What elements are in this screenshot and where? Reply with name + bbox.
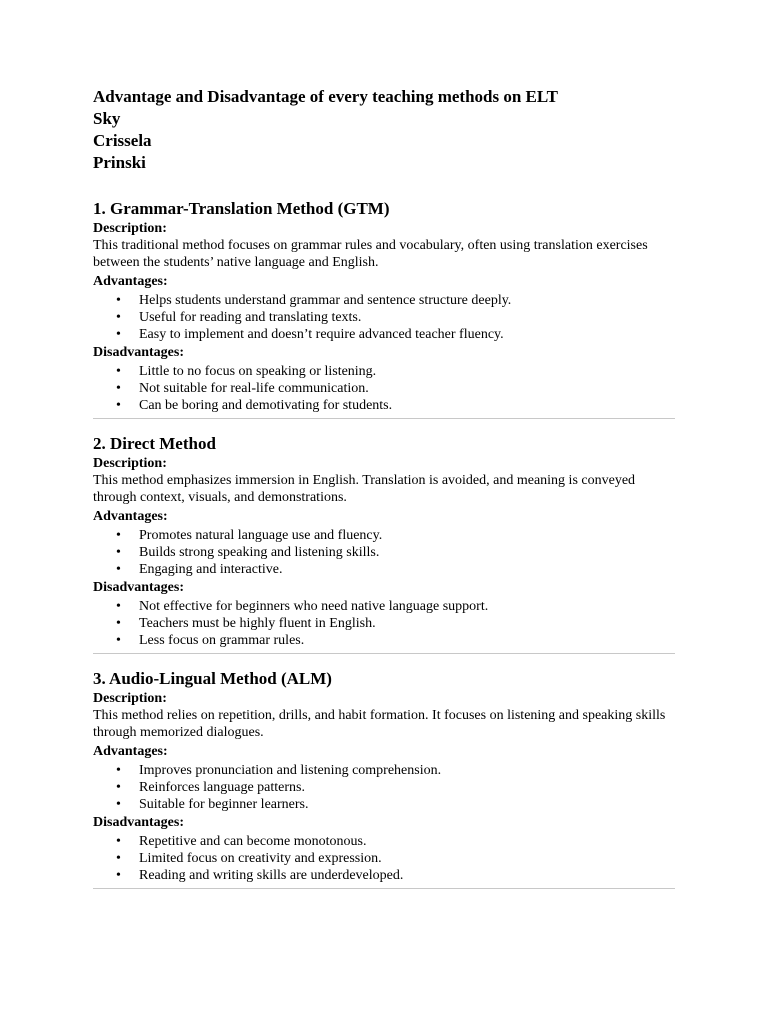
list-item-text: Useful for reading and translating texts. — [139, 310, 362, 325]
bullet-icon: • — [116, 545, 121, 560]
list-item-text: Suitable for beginner learners. — [139, 797, 309, 812]
list-item-text: Engaging and interactive. — [139, 562, 283, 577]
list-item-text: Less focus on grammar rules. — [139, 633, 305, 648]
section-heading: 1. Grammar-Translation Method (GTM) — [93, 199, 390, 218]
section-divider — [93, 418, 675, 419]
bullet-icon: • — [116, 398, 121, 413]
list-item — [93, 850, 675, 867]
list-item-text: Not suitable for real-life communication. — [139, 381, 369, 396]
list-item-text: Easy to implement and doesn’t require advanced teacher fluency. — [139, 327, 504, 342]
list-item-text: Improves pronunciation and listening comprehension. — [139, 763, 442, 778]
bullet-icon: • — [116, 364, 121, 379]
author-name: Crissela — [93, 131, 152, 150]
document-title: Advantage and Disadvantage of every teaching methods on ELT — [93, 87, 559, 106]
list-item-text: Helps students understand grammar and sentence structure deeply. — [139, 293, 512, 308]
bullet-icon: • — [116, 528, 121, 543]
author-name: Prinski — [93, 153, 146, 172]
description-text: This method emphasizes immersion in English. Translation is avoided, and meaning is conveyed through context, visuals, and demonstrations. — [93, 473, 636, 505]
bullet-icon: • — [116, 327, 121, 342]
bullet-icon: • — [116, 616, 121, 631]
bullet-icon: • — [116, 834, 121, 849]
list-item — [93, 615, 675, 632]
description-label: Description: — [93, 456, 167, 471]
list-item — [93, 762, 675, 779]
section-gtm — [93, 198, 675, 419]
section-divider — [93, 653, 675, 654]
disadvantages-label: Disadvantages: — [93, 580, 185, 595]
author-name: Sky — [93, 109, 121, 128]
bullet-icon: • — [116, 293, 121, 308]
list-item — [93, 796, 675, 813]
list-item — [93, 561, 675, 578]
advantages-label: Advantages: — [93, 274, 168, 289]
list-item-text: Promotes natural language use and fluency. — [139, 528, 383, 543]
list-item-text: Can be boring and demotivating for students. — [139, 398, 393, 413]
list-item-text: Reading and writing skills are underdeveloped. — [139, 868, 404, 883]
document-page — [93, 86, 675, 889]
list-item — [93, 544, 675, 561]
description-label: Description: — [93, 691, 167, 706]
section-audio-lingual — [93, 668, 675, 889]
bullet-icon: • — [116, 633, 121, 648]
disadvantages-list — [93, 363, 675, 414]
list-item-text: Little to no focus on speaking or listening. — [139, 364, 377, 379]
list-item-text: Limited focus on creativity and expression. — [139, 851, 382, 866]
description-label: Description: — [93, 221, 167, 236]
list-item — [93, 867, 675, 884]
list-item — [93, 632, 675, 649]
bullet-icon: • — [116, 310, 121, 325]
list-item-text: Teachers must be highly fluent in English. — [139, 616, 376, 631]
advantages-label: Advantages: — [93, 509, 168, 524]
list-item — [93, 326, 675, 343]
list-item-text: Builds strong speaking and listening skills. — [139, 545, 380, 560]
advantages-list — [93, 292, 675, 343]
disadvantages-label: Disadvantages: — [93, 815, 185, 830]
bullet-icon: • — [116, 381, 121, 396]
list-item — [93, 598, 675, 615]
bullet-icon: • — [116, 851, 121, 866]
advantages-list — [93, 527, 675, 578]
disadvantages-label: Disadvantages: — [93, 345, 185, 360]
bullet-icon: • — [116, 763, 121, 778]
list-item — [93, 397, 675, 414]
bullet-icon: • — [116, 868, 121, 883]
list-item — [93, 292, 675, 309]
list-item-text: Not effective for beginners who need native language support. — [139, 599, 489, 614]
section-heading: 3. Audio-Lingual Method (ALM) — [93, 669, 332, 688]
list-item — [93, 363, 675, 380]
section-heading: 2. Direct Method — [93, 434, 216, 453]
list-item-text: Reinforces language patterns. — [139, 780, 305, 795]
list-item — [93, 779, 675, 796]
disadvantages-list — [93, 833, 675, 884]
description-text: This method relies on repetition, drills, and habit formation. It focuses on listening and speaking skills through memorized dialogues. — [93, 708, 666, 740]
list-item — [93, 309, 675, 326]
list-item — [93, 833, 675, 850]
advantages-list — [93, 762, 675, 813]
section-divider — [93, 888, 675, 889]
disadvantages-list — [93, 598, 675, 649]
list-item — [93, 380, 675, 397]
section-direct-method — [93, 433, 675, 654]
bullet-icon: • — [116, 562, 121, 577]
description-text: This traditional method focuses on grammar rules and vocabulary, often using translation exercises between the students’ native language and English. — [93, 238, 648, 270]
list-item — [93, 527, 675, 544]
bullet-icon: • — [116, 780, 121, 795]
advantages-label: Advantages: — [93, 744, 168, 759]
bullet-icon: • — [116, 797, 121, 812]
bullet-icon: • — [116, 599, 121, 614]
list-item-text: Repetitive and can become monotonous. — [139, 834, 367, 849]
